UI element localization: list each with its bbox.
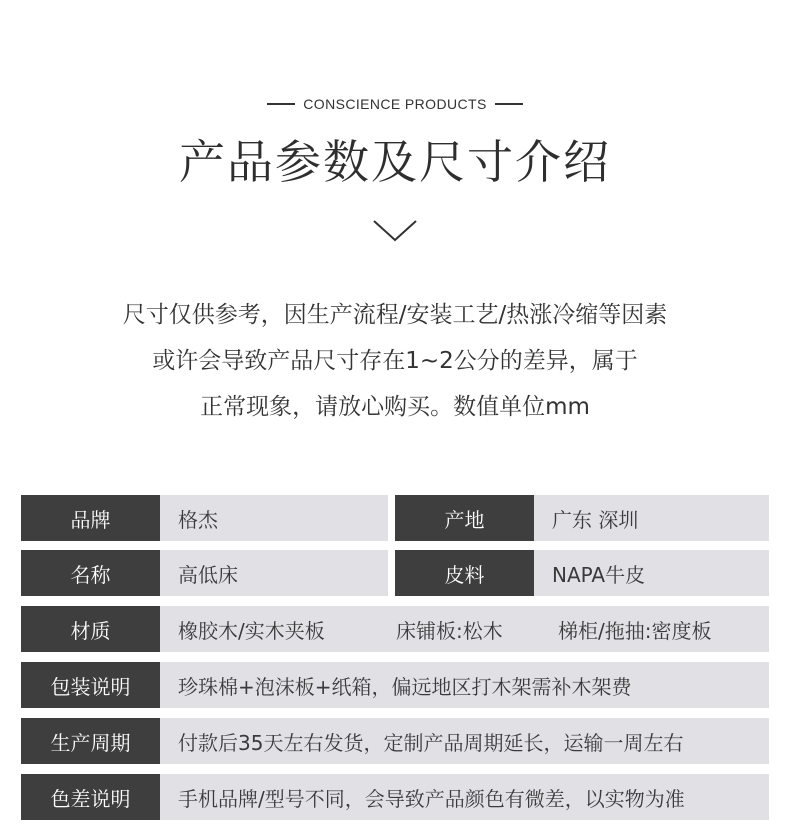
material-item: 床铺板:松木 bbox=[396, 618, 503, 643]
material-value bbox=[160, 606, 769, 652]
name-value: 高低床 bbox=[160, 550, 388, 596]
section-subtitle bbox=[0, 96, 790, 112]
subtitle-dash-left bbox=[267, 103, 295, 105]
subtitle-dash-right bbox=[495, 103, 523, 105]
brand-label: 品牌 bbox=[21, 495, 160, 541]
material-label: 材质 bbox=[21, 606, 160, 652]
page-title: 产品参数及尺寸介绍 bbox=[179, 135, 611, 189]
cell-gap bbox=[388, 550, 395, 596]
color-diff-value: 手机品牌/型号不同，会导致产品颜色有微差，以实物为准 bbox=[160, 774, 769, 820]
packaging-value: 珍珠棉+泡沫板+纸箱，偏远地区打木架需补木架费 bbox=[160, 662, 769, 708]
leather-label: 皮料 bbox=[395, 550, 534, 596]
origin-label: 产地 bbox=[395, 495, 534, 541]
subtitle-text: CONSCIENCE PRODUCTS bbox=[303, 96, 487, 112]
origin-value: 广东 深圳 bbox=[534, 495, 769, 541]
spec-row-brand-origin bbox=[21, 495, 769, 541]
spec-row-color-diff bbox=[21, 774, 769, 820]
name-label: 名称 bbox=[21, 550, 160, 596]
material-item: 橡胶木/实木夹板 bbox=[178, 618, 325, 643]
material-item: 梯柜/拖抽:密度板 bbox=[558, 618, 712, 643]
brand-value: 格杰 bbox=[160, 495, 388, 541]
disclaimer-line: 正常现象，请放心购买。数值单位mm bbox=[200, 394, 590, 420]
spec-row-production bbox=[21, 718, 769, 764]
spec-row-packaging bbox=[21, 662, 769, 708]
chevron-down-icon bbox=[372, 218, 418, 244]
cell-gap bbox=[388, 495, 395, 541]
packaging-label: 包装说明 bbox=[21, 662, 160, 708]
disclaimer-line: 尺寸仅供参考，因生产流程/安装工艺/热涨冷缩等因素 bbox=[122, 302, 668, 328]
spec-row-material bbox=[21, 606, 769, 652]
leather-value: NAPA牛皮 bbox=[534, 550, 769, 596]
spec-row-name-leather bbox=[21, 550, 769, 596]
disclaimer-line: 或许会导致产品尺寸存在1~2公分的差异，属于 bbox=[152, 348, 638, 374]
size-disclaimer bbox=[0, 292, 790, 430]
color-diff-label: 色差说明 bbox=[21, 774, 160, 820]
production-value: 付款后35天左右发货，定制产品周期延长，运输一周左右 bbox=[160, 718, 769, 764]
production-label: 生产周期 bbox=[21, 718, 160, 764]
